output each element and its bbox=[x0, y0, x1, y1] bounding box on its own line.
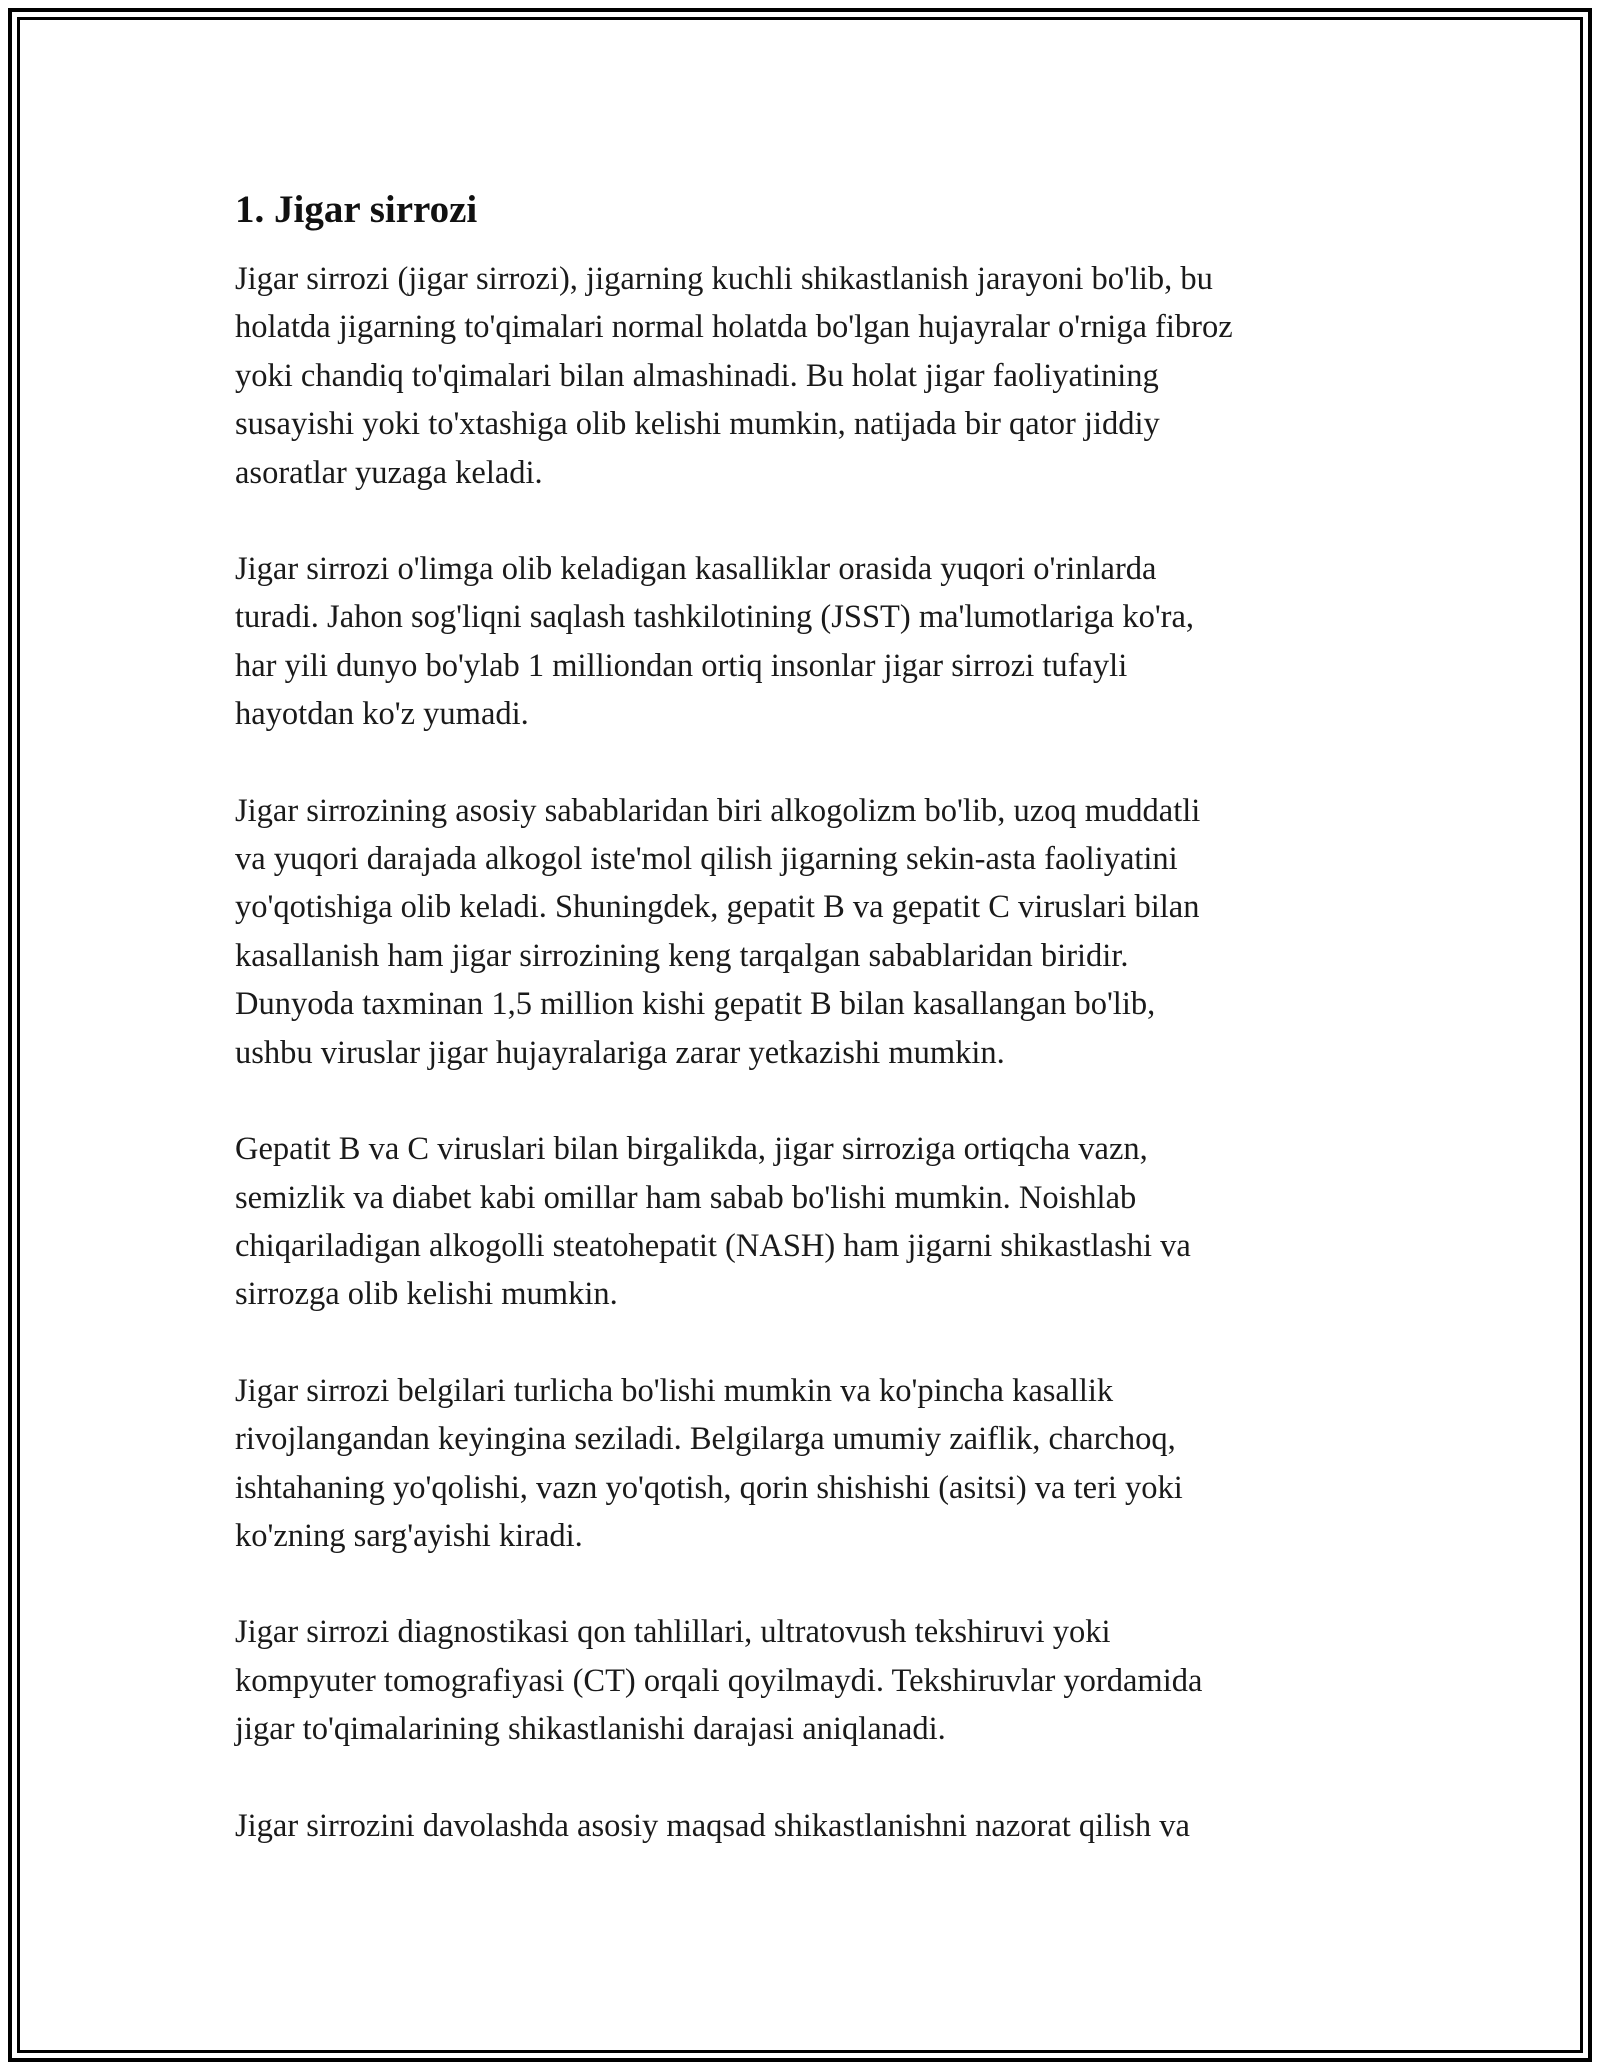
paragraph-definition bbox=[235, 255, 1385, 497]
text-line: Jigar sirrozi diagnostikasi qon tahlillari, ultratovush tekshiruvi yoki bbox=[235, 1614, 1111, 1651]
text-line: har yili dunyo bo'ylab 1 milliondan ortiq insonlar jigar sirrozi tufayli bbox=[235, 647, 1128, 684]
text-line: asoratlar yuzaga keladi. bbox=[235, 454, 543, 491]
text-line: va yuqori darajada alkogol iste'mol qilish jigarning sekin-asta faoliyatini bbox=[235, 841, 1178, 878]
text-line: Gepatit B va C viruslari bilan birgalikda, jigar sirroziga ortiqcha vazn, bbox=[235, 1131, 1148, 1168]
text-line: turadi. Jahon sog'liqni saqlash tashkilotining (JSST) ma'lumotlariga ko'ra, bbox=[235, 599, 1195, 636]
text-line: susayishi yoki to'xtashiga olib kelishi mumkin, natijada bir qator jiddiy bbox=[235, 406, 1160, 443]
text-line: ushbu viruslar jigar hujayralariga zarar yetkazishi mumkin. bbox=[235, 1034, 1005, 1071]
text-line: holatda jigarning to'qimalari normal holatda bo'lgan hujayralar o'rniga fibroz bbox=[235, 309, 1233, 346]
document-body bbox=[235, 185, 1385, 1898]
paragraph-mortality bbox=[235, 545, 1385, 739]
page-title: 1. Jigar sirrozi bbox=[235, 188, 478, 231]
text-line: Jigar sirrozi (jigar sirrozi), jigarning kuchli shikastlanish jarayoni bo'lib, bu bbox=[235, 261, 1213, 297]
paragraph-diagnostics bbox=[235, 1608, 1385, 1753]
text-line: Jigar sirrozi belgilari turlicha bo'lishi mumkin va ko'pincha kasallik bbox=[235, 1372, 1114, 1409]
text-line: Dunyoda taxminan 1,5 million kishi gepatit B bilan kasallangan bo'lib, bbox=[235, 986, 1156, 1023]
paragraph-symptoms bbox=[235, 1367, 1385, 1561]
text-line: Jigar sirrozini davolashda asosiy maqsad shikastlanishni nazorat qilish va bbox=[235, 1807, 1190, 1844]
text-line: jigar to'qimalarining shikastlanishi darajasi aniqlanadi. bbox=[235, 1711, 946, 1748]
text-line: semizlik va diabet kabi omillar ham sabab bo'lishi mumkin. Noishlab bbox=[235, 1179, 1137, 1216]
text-line: Jigar sirrozi o'limga olib keladigan kasalliklar orasida yuqori o'rinlarda bbox=[235, 551, 1157, 588]
text-line: hayotdan ko'z yumadi. bbox=[235, 696, 529, 733]
text-line: yo'qotishiga olib keladi. Shuningdek, gepatit B va gepatit C viruslari bilan bbox=[235, 889, 1200, 926]
text-line: chiqariladigan alkogolli steatohepatit (NASH) ham jigarni shikastlashi va bbox=[235, 1227, 1191, 1264]
paragraph-treatment bbox=[235, 1802, 1385, 1850]
text-line: sirrozga olib kelishi mumkin. bbox=[235, 1276, 618, 1313]
text-line: ishtahaning yo'qolishi, vazn yo'qotish, qorin shishishi (asitsi) va teri yoki bbox=[235, 1469, 1183, 1506]
text-line: rivojlangandan keyingina seziladi. Belgilarga umumiy zaiflik, charchoq, bbox=[235, 1421, 1176, 1458]
text-line: kompyuter tomografiyasi (CT) orqali qoyilmaydi. Tekshiruvlar yordamida bbox=[235, 1662, 1203, 1699]
text-line: Jigar sirrozining asosiy sabablaridan biri alkogolizm bo'lib, uzoq muddatli bbox=[235, 792, 1201, 829]
paragraph-risk-factors bbox=[235, 1125, 1385, 1319]
paragraph-causes bbox=[235, 787, 1385, 1077]
text-line: kasallanish ham jigar sirrozining keng tarqalgan sabablaridan biridir. bbox=[235, 937, 1129, 974]
text-line: yoki chandiq to'qimalari bilan almashinadi. Bu holat jigar faoliyatining bbox=[235, 357, 1159, 394]
text-line: ko'zning sarg'ayishi kiradi. bbox=[235, 1517, 583, 1554]
